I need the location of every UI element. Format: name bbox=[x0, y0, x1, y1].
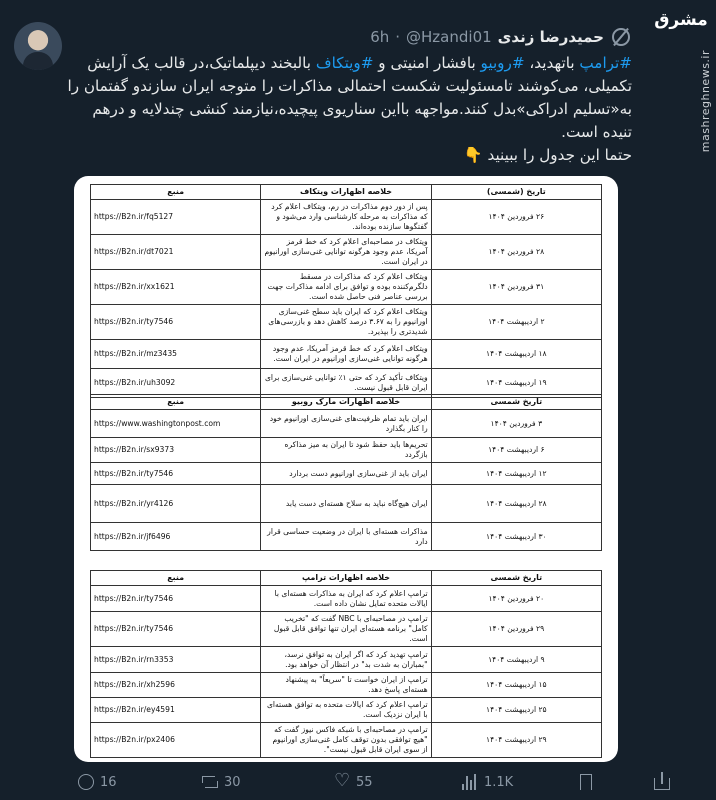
tweet-text-segment: بافشار امنیتی و bbox=[373, 54, 481, 72]
table-row bbox=[91, 340, 602, 369]
column-header-source: منبع bbox=[91, 571, 261, 586]
table-row bbox=[91, 612, 602, 647]
cell-date: ۶ اردیبهشت ۱۴۰۴ bbox=[431, 438, 601, 463]
table-row bbox=[91, 463, 602, 485]
cell-source: https://B2n.ir/ey4591 bbox=[91, 698, 261, 723]
cell-source: https://B2n.ir/mz3435 bbox=[91, 340, 261, 369]
like-count: 55 bbox=[356, 774, 373, 790]
cell-date: ۲۸ اردیبهشت ۱۴۰۴ bbox=[431, 485, 601, 523]
tweet-text-segment: بالبخند دیپلماتیک،در قالب یک آرایش تکمیلی، می‌کوشند تامسئولیت شکست احتمالی مذاکرات را متوجه ایران سازندو گفتمان را به«تسلیم ادراکی»بدل کنند.مواجهه بااین سناریوی پیچیده،نیازمند کنشی چندلایه و درهم تنیده است. bbox=[67, 54, 632, 141]
bookmark-button[interactable] bbox=[580, 774, 592, 790]
tweet-body bbox=[60, 52, 632, 144]
cell-date: ۲۹ اردیبهشت ۱۴۰۴ bbox=[431, 723, 601, 758]
table-row bbox=[91, 235, 602, 270]
cell-date: ۱۵ اردیبهشت ۱۴۰۴ bbox=[431, 673, 601, 698]
cell-summary: ترامپ از ایران خواست تا "سریعاً" به پیشنهاد هسته‌ای پاسخ دهد. bbox=[261, 673, 431, 698]
column-header-summary: خلاصه اظهارات مارک روبیو bbox=[261, 395, 431, 410]
bookmark-icon bbox=[580, 774, 592, 790]
table-row bbox=[91, 410, 602, 438]
column-header-summary: خلاصه اظهارات ترامپ bbox=[261, 571, 431, 586]
column-header-summary: خلاصه اظهارات ویتکاف bbox=[261, 185, 431, 200]
table-header-row bbox=[91, 571, 602, 586]
hashtag-link[interactable]: #ویتکاف bbox=[315, 54, 374, 72]
table-row bbox=[91, 723, 602, 758]
hashtag-link[interactable]: #ترامپ bbox=[579, 54, 632, 72]
cell-date: ۱۸ اردیبهشت ۱۴۰۴ bbox=[431, 340, 601, 369]
cell-summary: ویتکاف در مصاحبه‌ای اعلام کرد که خط قرمز آمریکا، عدم وجود هرگونه توانایی غنی‌سازی اورانیوم در ایران است. bbox=[261, 235, 431, 270]
cell-source: https://B2n.ir/ty7546 bbox=[91, 305, 261, 340]
table-row bbox=[91, 673, 602, 698]
separator-dot: · bbox=[395, 28, 401, 46]
cell-source: https://B2n.ir/xh2596 bbox=[91, 673, 261, 698]
cell-summary: ویتکاف تأکید کرد که حتی ۱٪ توانایی غنی‌سازی برای ایران قابل قبول نیست. bbox=[261, 369, 431, 398]
reply-count: 16 bbox=[100, 774, 117, 790]
action-bar bbox=[78, 774, 714, 796]
cell-source: https://B2n.ir/fq5127 bbox=[91, 200, 261, 235]
post-time[interactable]: 6h bbox=[370, 28, 390, 46]
like-button[interactable] bbox=[334, 774, 373, 790]
cell-date: ۱۲ اردیبهشت ۱۴۰۴ bbox=[431, 463, 601, 485]
table-row bbox=[91, 485, 602, 523]
table-row bbox=[91, 438, 602, 463]
views-count: 1.1K bbox=[484, 774, 514, 790]
table-header-row bbox=[91, 185, 602, 200]
cell-source: https://B2n.ir/uh3092 bbox=[91, 369, 261, 398]
trump-table bbox=[90, 570, 602, 758]
column-header-date: تاریخ (شمسی) bbox=[431, 185, 601, 200]
cell-source: https://B2n.ir/rn3353 bbox=[91, 647, 261, 673]
cell-summary: ترامپ در مصاحبه‌ای با شبکه فاکس نیوز گفت که "هیچ توافقی بدون توقف کامل غنی‌سازی اورانیوم از سوی ایران قابل قبول نیست". bbox=[261, 723, 431, 758]
cell-date: ۳۱ فروردین ۱۴۰۴ bbox=[431, 270, 601, 305]
tweet-text-segment: باتهدید، bbox=[524, 54, 580, 72]
reply-button[interactable] bbox=[78, 774, 117, 790]
cell-summary: مذاکرات هسته‌ای با ایران در وضعیت حساسی قرار دارد bbox=[261, 523, 431, 551]
cell-summary: ایران هیچ‌گاه نباید به سلاح هسته‌ای دست یابد bbox=[261, 485, 431, 523]
cell-date: ۳۰ اردیبهشت ۱۴۰۴ bbox=[431, 523, 601, 551]
cell-summary: پس از دور دوم مذاکرات در رم، ویتکاف اعلام کرد که مذاکرات به مرحله کارشناسی وارد می‌شود و گفتگوها سازنده بوده‌اند. bbox=[261, 200, 431, 235]
cell-summary: ویتکاف اعلام کرد که مذاکرات در مسقط دلگرم‌کننده بوده و توافق برای ادامه مذاکرات جهت بررسی عناصر فنی حاصل شده است. bbox=[261, 270, 431, 305]
cell-date: ۲۶ فروردین ۱۴۰۴ bbox=[431, 200, 601, 235]
table-header-row bbox=[91, 395, 602, 410]
author-handle[interactable]: @Hzandi01 bbox=[406, 28, 492, 46]
cell-source: https://B2n.ir/ty7546 bbox=[91, 586, 261, 612]
cell-source: https://B2n.ir/jf6496 bbox=[91, 523, 261, 551]
cell-date: ۳ فروردین ۱۴۰۴ bbox=[431, 410, 601, 438]
cell-summary: ترامپ اعلام کرد که ایالات متحده به توافق هسته‌ای با ایران نزدیک است. bbox=[261, 698, 431, 723]
cell-summary: ایران باید تمام ظرفیت‌های غنی‌سازی اورانیوم خود را کنار بگذارد bbox=[261, 410, 431, 438]
cell-date: ۲۵ اردیبهشت ۱۴۰۴ bbox=[431, 698, 601, 723]
rubio-table bbox=[90, 394, 602, 551]
share-icon bbox=[654, 778, 670, 790]
cell-summary: ویتکاف اعلام کرد که ایران باید سطح غنی‌سازی اورانیوم را به ۳.۶۷ درصد کاهش دهد و بازرسی‌های شدیدتری را بپذیرد. bbox=[261, 305, 431, 340]
attached-image[interactable] bbox=[74, 176, 618, 762]
cell-date: ۲۰ فروردین ۱۴۰۴ bbox=[431, 586, 601, 612]
avatar[interactable] bbox=[14, 22, 62, 70]
cell-date: ۲۸ فروردین ۱۴۰۴ bbox=[431, 235, 601, 270]
views-button[interactable] bbox=[462, 774, 513, 790]
cell-source: https://B2n.ir/sx9373 bbox=[91, 438, 261, 463]
table-row bbox=[91, 698, 602, 723]
witkoff-table bbox=[90, 184, 602, 398]
cell-summary: ویتکاف اعلام کرد که خط قرمز آمریکا، عدم وجود هرگونه توانایی غنی‌سازی اورانیوم در ایران است. bbox=[261, 340, 431, 369]
author-name[interactable]: حمیدرضا زندی bbox=[497, 28, 604, 46]
table-row bbox=[91, 586, 602, 612]
table-row bbox=[91, 523, 602, 551]
grok-icon[interactable] bbox=[612, 28, 630, 46]
cell-source: https://www.washingtonpost.com bbox=[91, 410, 261, 438]
cell-summary: ایران باید از غنی‌سازی اورانیوم دست بردارد bbox=[261, 463, 431, 485]
tweet-text bbox=[60, 52, 632, 167]
cell-source: https://B2n.ir/px2406 bbox=[91, 723, 261, 758]
watermark-logo: مشرق bbox=[654, 10, 708, 30]
cell-source: https://B2n.ir/dt7021 bbox=[91, 235, 261, 270]
column-header-date: تاریخ شمسی bbox=[431, 571, 601, 586]
table-row bbox=[91, 270, 602, 305]
tweet-header bbox=[370, 28, 604, 46]
cell-source: https://B2n.ir/ty7546 bbox=[91, 463, 261, 485]
heart-icon bbox=[334, 774, 350, 790]
table-row bbox=[91, 647, 602, 673]
hashtag-link[interactable]: #روبیو bbox=[480, 54, 525, 72]
cell-date: ۲ اردیبهشت ۱۴۰۴ bbox=[431, 305, 601, 340]
watermark-url: mashreghnews.ir bbox=[699, 50, 712, 153]
repost-count: 30 bbox=[224, 774, 241, 790]
cell-source: https://B2n.ir/yr4126 bbox=[91, 485, 261, 523]
cell-summary: ترامپ در مصاحبه‌ای با NBC گفت که "تخریب کامل" برنامه هسته‌ای ایران تنها توافق قابل قبول است. bbox=[261, 612, 431, 647]
repost-button[interactable] bbox=[202, 774, 241, 790]
cell-source: https://B2n.ir/xx1621 bbox=[91, 270, 261, 305]
cell-summary: تحریم‌ها باید حفظ شود تا ایران به میز مذاکره بازگردد bbox=[261, 438, 431, 463]
column-header-source: منبع bbox=[91, 395, 261, 410]
repost-icon bbox=[202, 774, 218, 790]
table-row bbox=[91, 305, 602, 340]
cell-summary: ترامپ تهدید کرد که اگر ایران به توافق نرسد، "بمباران به شدت بد" در انتظار آن خواهد بود. bbox=[261, 647, 431, 673]
cell-summary: ترامپ اعلام کرد که ایران به مذاکرات هسته‌ای با ایالات متحده تمایل نشان داده است. bbox=[261, 586, 431, 612]
column-header-source: منبع bbox=[91, 185, 261, 200]
cell-date: ۹ اردیبهشت ۱۴۰۴ bbox=[431, 647, 601, 673]
table-row bbox=[91, 200, 602, 235]
cell-source: https://B2n.ir/ty7546 bbox=[91, 612, 261, 647]
cell-date: ۲۹ فروردین ۱۴۰۴ bbox=[431, 612, 601, 647]
tweet-line2: حتما این جدول را ببینید 👇 bbox=[463, 146, 632, 164]
reply-icon bbox=[78, 774, 94, 790]
column-header-date: تاریخ شمسی bbox=[431, 395, 601, 410]
share-button[interactable] bbox=[654, 774, 670, 790]
views-icon bbox=[462, 774, 478, 790]
cell-date: ۱۹ اردیبهشت ۱۴۰۴ bbox=[431, 369, 601, 398]
